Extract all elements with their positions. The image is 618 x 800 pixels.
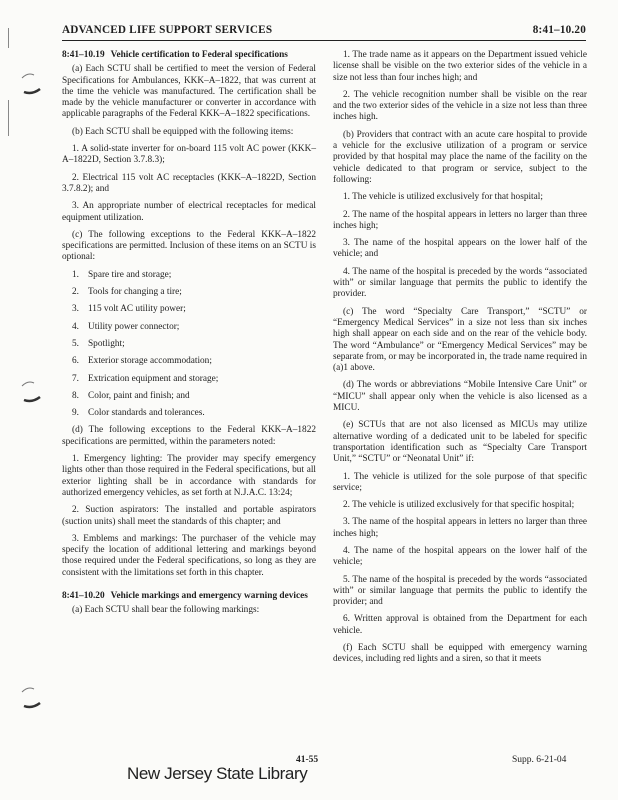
margin-clip-icon bbox=[18, 684, 46, 710]
list-item: 7. Extrication equipment and storage; bbox=[72, 373, 219, 384]
page-number: 41-55 bbox=[296, 755, 319, 765]
section-heading-10-20 bbox=[62, 591, 316, 602]
paragraph-e: (e) SCTUs that are not also licensed as MICUs may utilize alternative wording of a dedicated unit to be labeled for specific transportation identification such as “Specialty Care Transport Unit,” “SCTU” or “Neonatal Unit” if: bbox=[333, 420, 587, 465]
list-item: 2. The vehicle recognition number shall be visible on the rear and the two exterior sides of the vehicle in a size not less than three inches high. bbox=[333, 89, 587, 123]
list-item: 1. The trade name as it appears on the Department issued vehicle license shall be visible on the two exterior sides of the vehicle in a size not less than four inches high; and bbox=[333, 50, 587, 83]
paragraph-d: (d) The words or abbreviations “Mobile Intensive Care Unit” or “MICU” shall appear only when the vehicle is also licensed as a MICU. bbox=[333, 380, 587, 414]
paragraph-d: (d) The following exceptions to the Federal KKK–A–1822 specifications are permitted, within the parameters noted: bbox=[62, 425, 316, 447]
left-column bbox=[62, 50, 316, 623]
list-item: 3. The name of the hospital appears on the lower half of the vehicle; and bbox=[333, 238, 587, 260]
header-title: ADVANCED LIFE SUPPORT SERVICES bbox=[62, 24, 273, 36]
section-title: Vehicle markings and emergency warning devices bbox=[110, 590, 308, 601]
right-column bbox=[333, 50, 587, 672]
list-item: 1. Emergency lighting: The provider may specify emergency lights other than those required in the Federal specifications, but all exterior lighting shall be in accordance with standards for authorized emergency vehicles, as set forth at N.J.A.C. 13:24; bbox=[62, 454, 316, 498]
paragraph-f: (f) Each SCTU shall be equipped with emergency warning devices, including red lights and a siren, so that it meets bbox=[333, 643, 587, 665]
list-item: 3. An appropriate number of electrical receptacles for medical equipment utilization. bbox=[62, 201, 316, 223]
list-item: 6. Written approval is obtained from the Department for each vehicle. bbox=[333, 614, 587, 636]
section-number: 8:41–10.20 bbox=[62, 590, 105, 601]
list-item: 6. Exterior storage accommodation; bbox=[72, 356, 212, 367]
header-rule bbox=[62, 40, 586, 41]
list-item: 3. 115 volt AC utility power; bbox=[72, 304, 186, 315]
margin-rule bbox=[8, 28, 9, 48]
list-item: 3. Emblems and markings: The purchaser of the vehicle may specify the location of additional lettering and markings beyond those required under the Federal specifications, so long as they are consistent with the limitations set forth in this chapter. bbox=[62, 533, 316, 578]
paragraph-c: (c) The word “Specialty Care Transport,” “SCTU” or “Emergency Medical Services” in a size not less than six inches high shall appear on each side and on the rear of the vehicle body. The word “Ambulance” or “Emergency Medical Services” may be separate from, or may be incorporated in, the trade name required in (a)1 above. bbox=[333, 306, 587, 374]
margin-rule bbox=[8, 100, 9, 136]
list-item: 5. Spotlight; bbox=[72, 338, 125, 349]
section-number: 8:41–10.19 bbox=[62, 50, 105, 60]
list-item: 8. Color, paint and finish; and bbox=[72, 390, 190, 401]
list-item: 2. Suction aspirators: The installed and portable aspirators (suction units) shall meet the standards of this chapter; and bbox=[62, 505, 316, 527]
list-item: 2. The name of the hospital appears in letters no larger than three inches high; bbox=[333, 209, 587, 231]
paragraph-a: (a) Each SCTU shall bear the following markings: bbox=[72, 605, 260, 616]
list-item: 1. A solid-state inverter for on-board 115 volt AC power (KKK–A–1822D, Section 3.7.8.3); bbox=[62, 144, 316, 166]
library-stamp: New Jersey State Library bbox=[127, 764, 308, 783]
list-item: 2. Electrical 115 volt AC receptacles (KKK–A–1822D, Section 3.7.8.2); and bbox=[62, 172, 316, 194]
paragraph-b: (b) Each SCTU shall be equipped with the following items: bbox=[72, 126, 294, 137]
list-item: 1. Spare tire and storage; bbox=[72, 269, 172, 280]
supplement-date: Supp. 6-21-04 bbox=[512, 755, 567, 765]
list-item: 1. The vehicle is utilized exclusively for that hospital; bbox=[343, 192, 543, 203]
list-item: 2. Tools for changing a tire; bbox=[72, 287, 182, 298]
section-title: Vehicle certification to Federal specifications bbox=[110, 50, 288, 60]
margin-clip-icon bbox=[18, 70, 46, 96]
paragraph-c: (c) The following exceptions to the Federal KKK–A–1822 specifications are permitted. Inclusion of these items on an SCTU is optional: bbox=[62, 229, 316, 263]
list-item: 9. Color standards and tolerances. bbox=[72, 408, 205, 419]
list-item: 4. The name of the hospital appears on the lower half of the vehicle; bbox=[333, 545, 587, 568]
paragraph-a: (a) Each SCTU shall be certified to meet the version of Federal Specifications for Ambulances, KKK–A–1822, that was current at the time the vehicle was manufactured. The certification shall be made by the vehicle manufacturer or converter in accordance with applicable paragraphs of the Federal KKK–A–1822 specifications. bbox=[62, 64, 316, 120]
list-item: 2. The vehicle is utilized exclusively for that specific hospital; bbox=[343, 500, 575, 511]
running-header bbox=[62, 22, 586, 38]
paragraph-b: (b) Providers that contract with an acute care hospital to provide a vehicle for the exclusive utilization of a program or service provided by that hospital may place the name of the facility on the vehicle dedicated to that program or service, subject to the following: bbox=[333, 129, 587, 185]
section-heading-10-19 bbox=[62, 50, 316, 61]
list-item: 5. The name of the hospital is preceded by the words “associated with” or similar language that permits the public to identify the provider; and bbox=[333, 574, 587, 608]
list-item: 4. Utility power connector; bbox=[72, 321, 180, 332]
list-item: 3. The name of the hospital appears in letters no larger than three inches high; bbox=[333, 517, 587, 539]
list-item: 1. The vehicle is utilized for the sole purpose of that specific service; bbox=[333, 471, 587, 493]
header-section-range: 8:41–10.20 bbox=[532, 24, 586, 36]
margin-clip-icon bbox=[18, 378, 46, 404]
list-item: 4. The name of the hospital is preceded by the words “associated with” or similar language that permits the public to identify the provider. bbox=[333, 266, 587, 300]
